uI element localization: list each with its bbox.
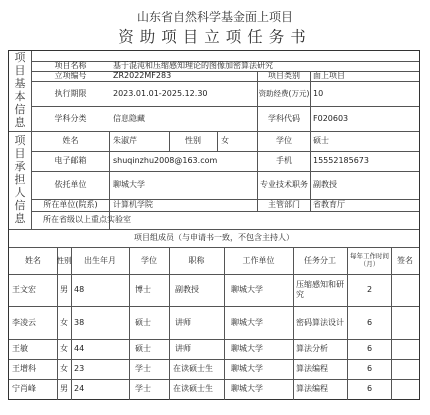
table-row-title: 在读硕士生 [173, 384, 213, 394]
table-row-sign [391, 274, 419, 306]
email-label: 电子邮箱 [54, 156, 87, 166]
key-lab-value [169, 211, 409, 229]
authority-value: 省教育厅 [313, 200, 345, 210]
document-subtitle: 资助项目立项任务书 [118, 28, 312, 46]
table-row-unit: 聊城大学 [231, 285, 263, 295]
table-row-degree: 学士 [135, 384, 151, 394]
col-header-unit: 工作单位 [242, 255, 275, 265]
project-name-value: 基于混沌和压缩感知理论的图像加密算法研究 [113, 61, 273, 71]
table-row-sign [391, 339, 419, 359]
col-header-birth: 出生年月 [84, 255, 116, 265]
col-header-sign: 签名 [397, 255, 413, 265]
table-row-gender: 男 [60, 285, 68, 295]
table-row-gender: 女 [60, 364, 68, 374]
discipline-value: 信息隐藏 [113, 113, 145, 123]
table-row-unit: 聊城大学 [231, 364, 263, 374]
project-category-label: 项目类别 [268, 71, 300, 81]
applicant-degree-value: 硕士 [313, 136, 329, 146]
table-row-task: 算法编程 [296, 384, 328, 394]
phone-label: 手机 [276, 156, 292, 166]
table-row-months: 2 [366, 285, 373, 295]
table-row-months: 6 [366, 384, 373, 394]
table-row-sign [391, 379, 419, 399]
applicant-degree-label: 学位 [276, 136, 292, 146]
table-row-unit: 聊城大学 [231, 317, 263, 327]
table-row-unit: 聊城大学 [231, 344, 263, 354]
table-row-task: 算法编程 [296, 364, 328, 374]
table-row-unit: 聊城大学 [231, 384, 263, 394]
discipline-code-label: 学科代码 [268, 113, 300, 123]
table-row-months: 6 [366, 344, 373, 354]
col-header-gender: 性别 [57, 256, 71, 265]
table-row-birth: 23 [74, 364, 85, 374]
table-row-birth: 38 [74, 317, 85, 327]
table-row-name: 宁肖峰 [12, 384, 36, 394]
table-row-degree: 博士 [135, 285, 151, 295]
table-row-birth: 24 [74, 384, 85, 394]
funding-value: 10 [313, 88, 324, 98]
table-row-title: 讲师 [175, 317, 191, 327]
applicant-info-side-label: 项 目 承 担 人 信 息 [14, 134, 26, 225]
col-header-degree: 学位 [141, 255, 157, 265]
table-row-degree: 学士 [135, 364, 151, 374]
table-row-task: 压缩感知和研究 [296, 280, 344, 299]
professional-title-label: 专业技术职务 [260, 180, 308, 190]
professional-title-value: 副教授 [313, 180, 337, 190]
table-row-title: 副教授 [175, 285, 199, 295]
applicant-name-label: 姓名 [62, 136, 79, 146]
host-unit-label: 依托单位 [54, 180, 87, 190]
task-form [8, 50, 420, 400]
table-row-name: 李凌云 [12, 317, 36, 327]
period-label: 执行期限 [54, 88, 87, 98]
funding-label: 资助经费(万元) [258, 89, 310, 98]
project-name-label: 项目名称 [54, 61, 87, 71]
col-header-name: 姓名 [25, 255, 41, 265]
col-header-task: 任务分工 [304, 255, 336, 265]
table-row-task: 算法分析 [296, 344, 328, 354]
table-row-sign [391, 359, 419, 379]
col-header-months: 每年工作时间（月） [350, 251, 389, 268]
table-row-gender: 女 [60, 317, 68, 327]
phone-value: 15552185673 [313, 156, 369, 166]
applicant-gender-label: 性别 [185, 136, 201, 146]
table-row-name: 王增科 [12, 364, 36, 374]
table-row-degree: 硕士 [135, 317, 151, 327]
applicant-name-value: 朱淑芹 [113, 136, 137, 146]
project-number-value: ZR2022MF283 [113, 71, 172, 81]
table-row-title: 讲师 [175, 344, 191, 354]
table-row-birth: 44 [74, 344, 85, 354]
table-row-months: 6 [366, 364, 373, 374]
department-label: 所在单位(院系) [43, 200, 98, 210]
applicant-gender-value: 女 [221, 136, 229, 146]
col-header-title: 职称 [188, 255, 205, 265]
members-heading: 项目组成员（与申请书一致，不包含主持人） [134, 233, 294, 243]
table-row-degree: 硕士 [135, 344, 151, 354]
table-row-gender: 男 [60, 384, 68, 394]
department-value: 计算机学院 [113, 200, 153, 210]
discipline-code-value: F020603 [313, 113, 349, 123]
table-row-gender: 女 [60, 344, 68, 354]
table-row-name: 王文宏 [12, 285, 36, 295]
email-value: shuqinzhu2008@163.com [113, 156, 218, 166]
discipline-label: 学科分类 [54, 113, 87, 123]
project-number-label: 立项编号 [54, 71, 87, 81]
period-value: 2023.01.01-2025.12.30 [113, 88, 208, 98]
host-unit-value: 聊城大学 [113, 180, 145, 190]
table-row-task: 密码算法设计 [296, 317, 344, 327]
authority-label: 主管部门 [268, 200, 300, 210]
key-lab-label: 所在省级以上重点实验室 [43, 215, 131, 225]
table-row-title: 在读硕士生 [173, 364, 213, 374]
table-row-sign [391, 306, 419, 339]
table-row-months: 6 [366, 317, 373, 327]
table-row-name: 王敏 [12, 344, 28, 354]
table-row-birth: 48 [74, 285, 85, 295]
document-title: 山东省自然科学基金面上项目 [136, 10, 293, 24]
project-category-value: 面上项目 [313, 71, 345, 81]
project-info-side-label: 项 目 基 本 信 息 [14, 51, 26, 129]
